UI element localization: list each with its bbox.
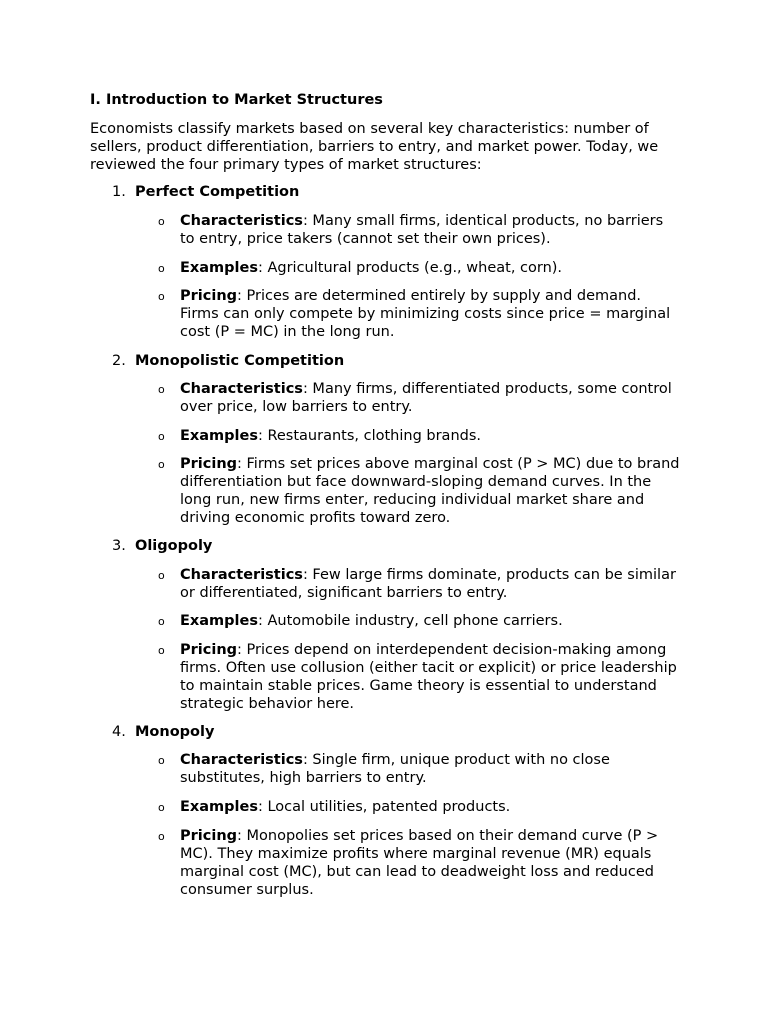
bullet-text: : Local utilities, patented products. — [257, 799, 511, 815]
section-heading: I. Introduction to Market Structures — [90, 92, 383, 108]
bullet-text: : Few large firms dominate, products can be similar or differentiated, significant barriers to entry. — [180, 567, 676, 601]
list-title: Monopoly — [135, 724, 215, 740]
bullet-label: Characteristics — [180, 213, 303, 229]
bullet-marker: o — [158, 458, 165, 471]
bullet-label: Examples — [180, 260, 258, 276]
bullet-marker: o — [158, 569, 165, 582]
bullet-marker: o — [158, 383, 165, 396]
bullet-marker: o — [158, 262, 165, 275]
bullet-marker: o — [158, 615, 165, 628]
bullet-marker: o — [158, 801, 165, 814]
bullet-text: : Single firm, unique product with no close substitutes, high barriers to entry. — [180, 752, 610, 786]
bullet-label: Characteristics — [180, 381, 303, 397]
bullet-label: Pricing — [180, 642, 238, 658]
bullet-text: : Prices are determined entirely by supply and demand. Firms can only compete by minimizing costs since price = marginal cost (P = MC) in the long run. — [180, 288, 671, 340]
bullet-label: Pricing — [180, 288, 238, 304]
bullet-marker: o — [158, 644, 165, 657]
bullet-text: : Agricultural products (e.g., wheat, corn). — [257, 260, 563, 276]
bullet-text: : Prices depend on interdependent decision-making among firms. Often use collusion (either tacit or explicit) or price leadership to maintain stable prices. Game theory is essential to understand strategic behavior here. — [180, 642, 677, 712]
bullet-marker: o — [158, 754, 165, 767]
bullet-label: Examples — [180, 613, 258, 629]
bullet-marker: o — [158, 215, 165, 228]
bullet-label: Examples — [180, 799, 258, 815]
bullet-marker: o — [158, 430, 165, 443]
bullet-text: : Restaurants, clothing brands. — [257, 428, 482, 444]
list-number: 2. — [112, 353, 126, 369]
bullet-label: Characteristics — [180, 752, 303, 768]
list-number: 3. — [112, 538, 126, 554]
list-title: Monopolistic Competition — [135, 353, 345, 369]
bullet-label: Characteristics — [180, 567, 303, 583]
list-title: Perfect Competition — [135, 184, 300, 200]
bullet-text: : Monopolies set prices based on their demand curve (P > MC). They maximize profits where marginal revenue (MR) equals marginal cost (MC), but can lead to deadweight loss and reduced consumer surplus. — [180, 828, 659, 898]
list-number: 4. — [112, 724, 126, 740]
list-number: 1. — [112, 184, 126, 200]
bullet-text: : Many firms, differentiated products, some control over price, low barriers to entry. — [180, 381, 672, 415]
bullet-text: : Many small firms, identical products, no barriers to entry, price takers (cannot set their own prices). — [180, 213, 664, 247]
bullet-label: Pricing — [180, 456, 238, 472]
bullet-label: Pricing — [180, 828, 238, 844]
bullet-marker: o — [158, 290, 165, 303]
bullet-marker: o — [158, 830, 165, 843]
bullet-text: : Automobile industry, cell phone carriers. — [257, 613, 563, 629]
bullet-text: : Firms set prices above marginal cost (P > MC) due to brand differentiation but face downward-sloping demand curves. In the long run, new firms enter, reducing individual market share and driving economic profits toward zero. — [180, 456, 680, 526]
bullet-label: Examples — [180, 428, 258, 444]
intro-paragraph: Economists classify markets based on several key characteristics: number of sellers, product differentiation, barriers to entry, and market power. Today, we reviewed the four primary types of market structures: — [90, 121, 659, 173]
list-title: Oligopoly — [135, 538, 213, 554]
